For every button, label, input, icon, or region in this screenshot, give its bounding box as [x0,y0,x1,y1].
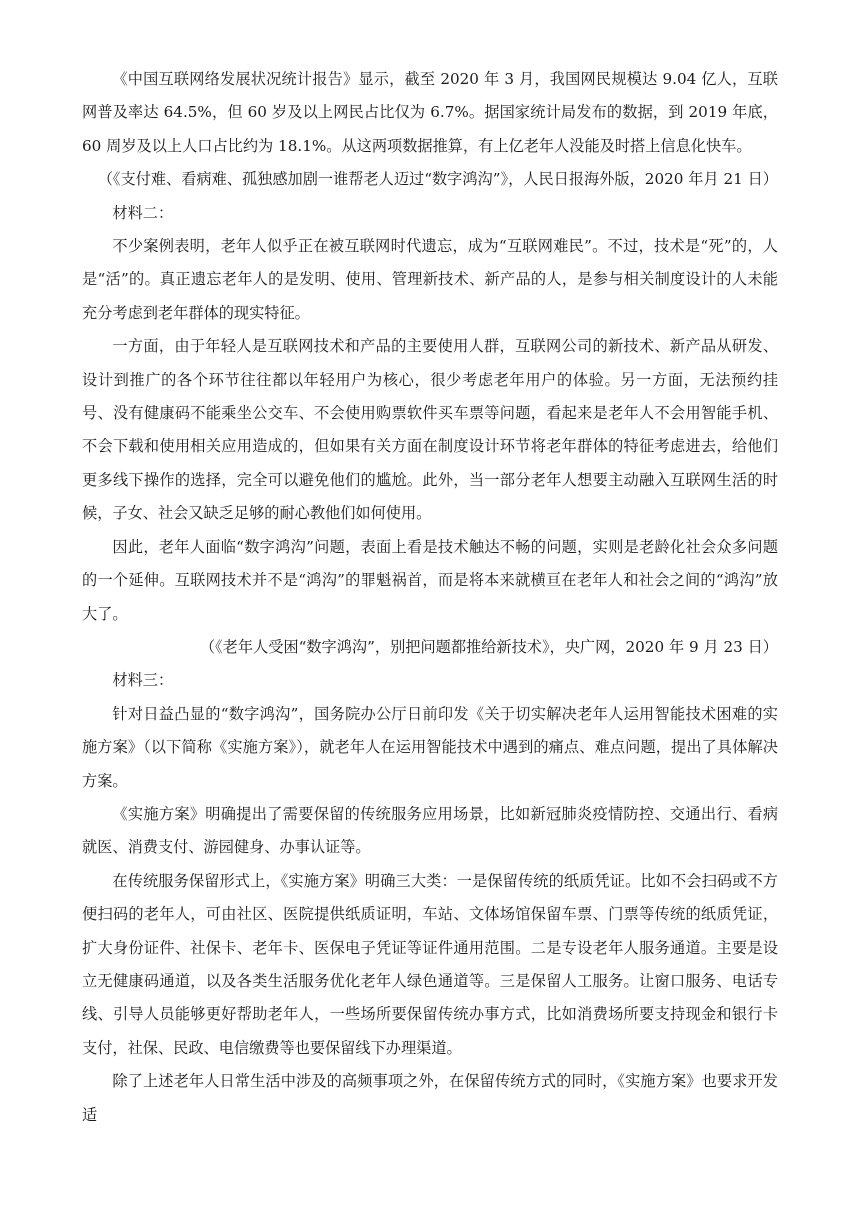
paragraph-internet-refugees: 不少案例表明，老年人似乎正在被互联网时代遗忘，成为“互联网难民”。不过，技术是“死”的，人是“活”的。真正遗忘老年人的是发明、使用、管理新技术、新产品的人，是参与相关制度设计的人未能充分考虑到老年群体的现实特征。 [82,237,778,322]
paragraph-scenarios: 《实施方案》明确提出了需要保留的传统服务应用场景，比如新冠肺炎疫情防控、交通出行、看病就医、消费支付、游园健身、办事认证等。 [82,804,778,857]
paragraph-on-one-hand: 一方面，由于年轻人是互联网技术和产品的主要使用人群，互联网公司的新技术、新产品从研发、设计到推广的各个环节往往都以年轻用户为核心，很少考虑老年用户的体验。另一方面，无法预约挂号、没有健康码不能乘坐公交车、不会使用购票软件买车票等问题，看起来是老年人不会用智能手机、不会下载和使用相关应用造成的，但如果有关方面在制度设计环节将老年群体的特征考虑进去，给他们更多线下操作的选择，完全可以避免他们的尴尬。此外，当一部分老年人想要主动融入互联网生活的时候，子女、社会又缺乏足够的耐心教他们如何使用。 [82,337,778,523]
section-heading-material-2: 材料二： [112,203,174,222]
paragraph-therefore: 因此，老年人面临“数字鸿沟”问题，表面上看是技术触达不畅的问题，实则是老龄化社会众多问题的一个延伸。互联网技术并不是“鸿沟”的罪魁祸首，而是将本来就横亘在老年人和社会之间的“鸿沟”放大了。 [82,537,778,623]
citation-source-1: （《支付难、看病难、孤独感加剧一谁帮老人迈过“数字鸿沟”》，人民日报海外版，2020 年月 21 日） [97,170,778,189]
document-body [82,63,778,1132]
section-heading-material-3: 材料三： [112,671,174,690]
paragraph-implementation-plan: 针对日益凸显的“数字鸿沟”，国务院办公厅日前印发《关于切实解决老年人运用智能技术困难的实施方案》（以下简称《实施方案》），就老年人在运用智能技术中遇到的痛点、难点问题，提出了具体解决方案。 [82,704,778,790]
citation-source-2: （《老年人受困“数字鸿沟”，别把问题都推给新技术》，央广网，2020 年 9 月 23 日） [199,637,778,656]
paragraph-three-categories: 在传统服务保留形式上，《实施方案》明确三大类：一是保留传统的纸质凭证。比如不会扫码或不方便扫码的老年人，可由社区、医院提供纸质证明，车站、文体场馆保留车票、门票等传统的纸质凭证，扩大身份证件、社保卡、老年卡、医保电子凭证等证件通用范围。二是专设老年人服务通道。主要是设立无健康码通道，以及各类生活服务优化老年人绿色通道等。三是保留人工服务。让窗口服务、电话专线、引导人员能够更好帮助老年人，一些场所要保留传统办事方式，比如消费场所要支持现金和银行卡支付，社保、民政、电信缴费等也要保留线下办理渠道。 [82,871,778,1057]
paragraph-continued: 除了上述老年人日常生活中涉及的高频事项之外，在保留传统方式的同时，《实施方案》也要求开发适 [82,1072,778,1124]
paragraph-statistics: 《中国互联网络发展状况统计报告》显示，截至 2020 年 3 月，我国网民规模达 9.04 亿人，互联网普及率达 64.5%，但 60 岁及以上网民占比仅为 6.7%。据国家统计局发布的数据，到 2019 年底，60 周岁及以上人口占比约为 18.1%。从这两项数据推算，有上亿老年人没能及时搭上信息化快车。 [82,70,778,155]
